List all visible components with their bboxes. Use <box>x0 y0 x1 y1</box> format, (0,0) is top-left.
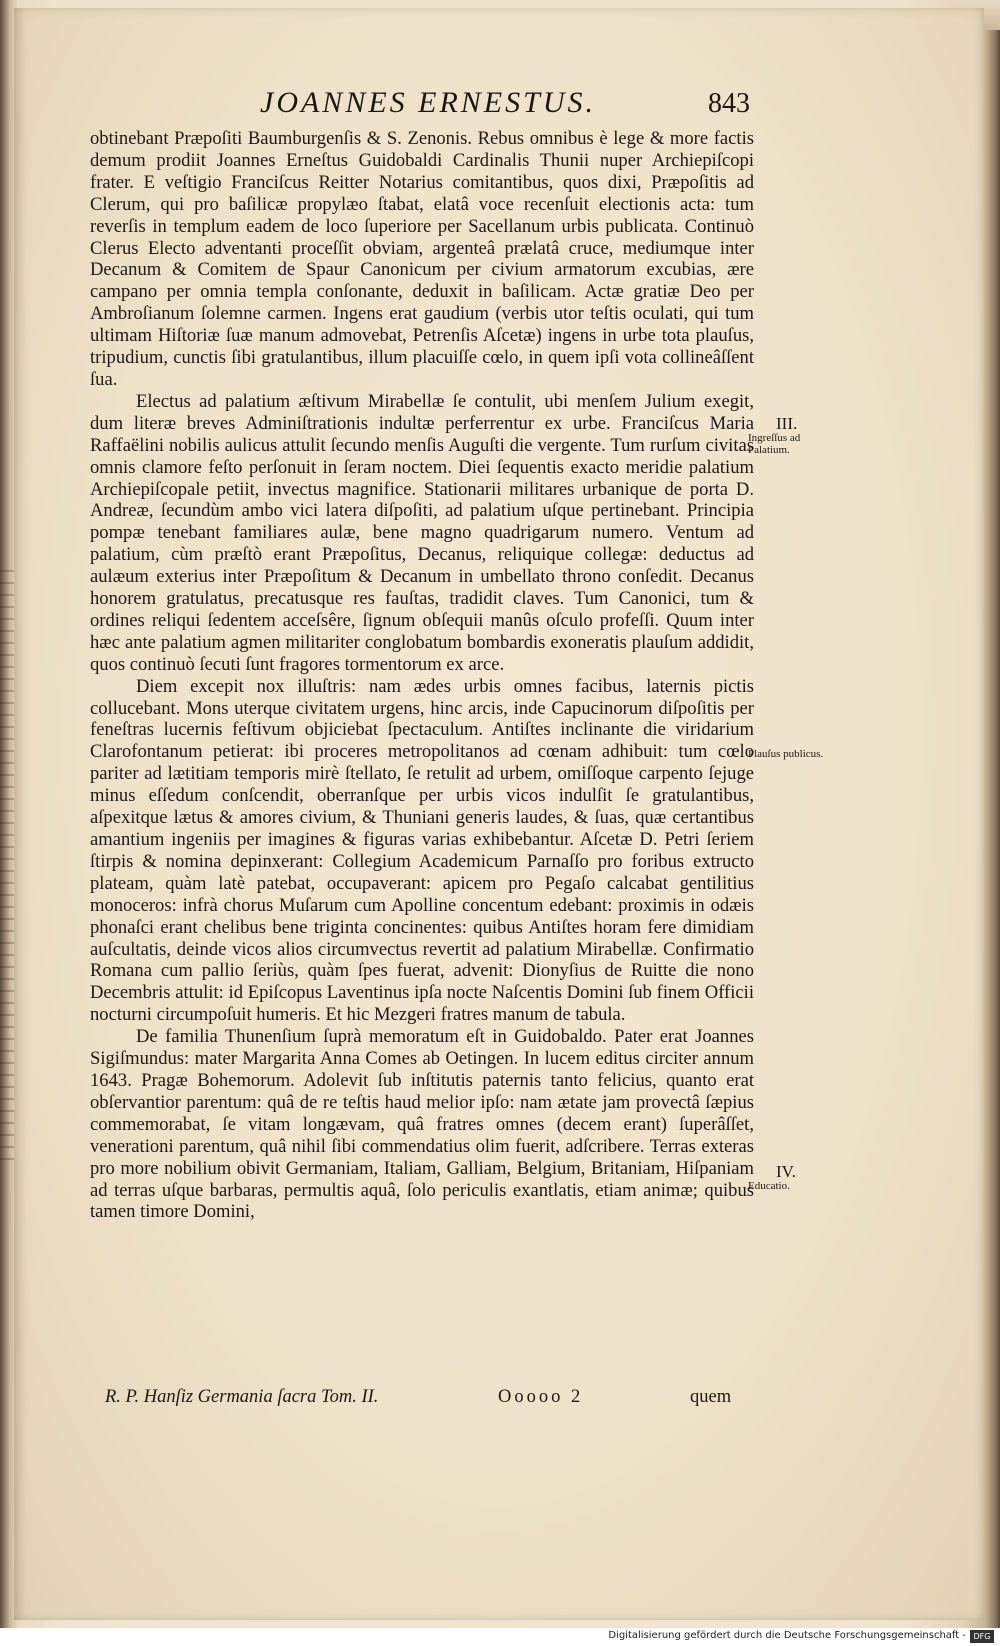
facing-page-edge <box>0 560 14 1160</box>
page-footer <box>105 1387 755 1413</box>
margin-note-educatio <box>748 1162 828 1192</box>
page-number: 843 <box>708 88 750 119</box>
running-head: JOANNES ERNESTUS. <box>260 86 596 119</box>
margin-note-ingressus <box>748 414 828 456</box>
signature-line: R. P. Hanſiz Germania ſacra Tom. II. <box>105 1387 379 1407</box>
margin-note-label: Plauſus publicus. <box>748 748 824 760</box>
credit-bar <box>0 1628 1000 1646</box>
paragraph-1: obtinebant Præpoſiti Baumburgenſis & S. Zenonis. Rebus omnibus è lege & more factis demum prodiit Joannes Erneſtus Guidobaldi Cardinalis Thunii nuper Archiepiſcopi frater. E veſtigio Franciſcus Reitter Notarius comitantibus, quos dixi, Præpoſitis ad Clerum, qui pro baſilicæ propylæo ſtabat, elatâ voce recenſuit electionis acta: tum reverſis in templum eadem de loco ſuperiore per Sacellanum urbis publicata. Continuò Clerus Electo adventanti proceſſit obviam, argenteâ prælatâ cruce, mediumque inter Decanum & Comitem de Spaur Canonicum per civium armatorum excubias, ære campano per omnia templa conſonante, deduxit in baſilicam. Actæ gratiæ Deo per Ambroſianum ſolemne carmen. Ingens erat gaudium (verbis utor teſtis oculati, qui tum ultimam Hiſtoriæ ſuæ manum admovebat, Petrenſis Aſcetæ) ingens in urbe tota plauſus, tripudium, cunctis ſibi gratulantibus, illum placuiſſe cœlo, in quem ipſi vota collineâſſent ſua. <box>90 128 754 390</box>
main-text <box>90 128 754 1223</box>
margin-note-number: III. <box>776 414 798 433</box>
catchword: quem <box>690 1387 732 1407</box>
page-header <box>260 86 780 126</box>
margin-note-number: IV. <box>776 1162 796 1181</box>
margin-note-label: Educatio. <box>748 1180 790 1192</box>
dfg-logo: DFG <box>970 1630 994 1643</box>
paragraph-4: De familia Thunenſium ſuprà memoratum eſt in Guidobaldo. Pater erat Joannes Sigiſmundus: mater Margarita Anna Comes ab Oetingen. In lucem editus circiter annum 1643. Pragæ Bohemorum. Adolevit ſub inſtitutis paternis tanto felicius, quanto erat obſervantior parentum: quâ de re teſtis haud melior ipſo: nam ætate jam provectâ ſæpius commemorabat, ſe vitam longævam, quâ fratres omnes (decem erant) ſuperâſſet, venerationi parentum, quâ nihil ſibi commendatius olim fuerit, adſcribere. Terras exteras pro more nobilium obivit Germaniam, Italiam, Galliam, Belgium, Britaniam, Hiſpaniam ad terras uſque barbaras, permultis aquâ, ſolo periculis exantlatis, etiam animæ; quibus tamen timore Domini, <box>90 1026 754 1223</box>
margin-note-label: Ingreſſus ad Palatium. <box>748 432 801 456</box>
paragraph-3: Diem excepit nox illuſtris: nam ædes urbis omnes facibus, laternis pictis collucebant. Mons uterque civitatem urgens, hinc arcis, inde Capucinorum diſpoſitis per feneſtras lucernis feſtivum objiciebat ſpectaculum. Antiſtes inclinante die viridarium Clarofontanum petierat: ibi proceres metropolitanos ad cœnam adhibuit: tum cœlo pariter ad lætitiam temporis mirè ſtellato, ſe retulit ad urbem, omiſſoque carpento ſejuge minus eſſedum conſcendit, oberranſque per urbis vicos indulſit ſe gratulantibus, aſpexitque lætus & amores civium, & Thuniani generis laudes, & ſuas, quæ certantibus amantium ingeniis per imagines & figuras varias exhibebantur. Aſcetæ D. Petri ſeriem ſtirpis & nomina depinxerant: Collegium Academicum Parnaſſo pro foribus extructo plateam, quàm latè patebat, occupaverant: apicem pro Pegaſo calcabat gentilitius monoceros: infrà chorus Muſarum cum Apolline concentum edebant: proximis in odæis phonaſci erant chelibus bene triginta concinentes: quibus Antiſtes horam fere dimidiam auſcultatis, deinde vicos alios circumvectus revertit ad palatium Mirabellæ. Confirmatio Romana cum pallio ſeriùs, quàm ſpes fuerat, advenit: Dionyſius de Ruitte die nono Decembris attulit: id Epiſcopus Laventinus ipſa nocte Naſcentis Domini ſub finem Officii nocturni circumpoſuit humeris. Et hic Mezgeri fratres manum de tabula. <box>90 675 754 1026</box>
sheet-signature: Ooooo 2 <box>498 1387 584 1407</box>
credit-text: Digitalisierung gefördert durch die Deutsche Forschungsgemeinschaft - <box>608 1630 966 1641</box>
margin-note-plausus <box>748 748 828 760</box>
paragraph-2: Electus ad palatium æſtivum Mirabellæ ſe contulit, ubi menſem Julium exegit, dum literæ breves Adminiſtrationis indultæ perferrentur ex urbe. Franciſcus Maria Raffaëlini nobilis aulicus attulit ſecundo menſis Auguſti die vergente. Tum rurſum civitas omnis clamore feſto perſonuit in ſeram noctem. Diei ſequentis exacto meridie palatium Archiepiſcopale petiit, invectus magnifice. Stationarii militares urbanique de porta D. Andreæ, ſecundùm ambo vici latera diſpoſiti, ad palatium uſque pertinebant. Principia pompæ tenebant familiares aulæ, bene magno quadrigarum numero. Ventum ad palatium, cùm præſtò erant Præpoſitus, Decanus, reliquique collegæ: deductus ad aulæum exterius inter Præpoſitum & Decanum in umbellato throno conſedit. Decanus honorem gratulatus, precatusque res fauſtas, tradidit claves. Tum Canonici, tum & ordines reliqui ſedentem acceſsêre, ſignum obſequii manûs oſculo profeſſi. Quum inter hæc ante palatium agmen militariter conglobatum bombardis exoneratis plauſum addidit, quos continuò ſecuti ſunt fragores tormentorum ex arce. <box>90 390 754 675</box>
